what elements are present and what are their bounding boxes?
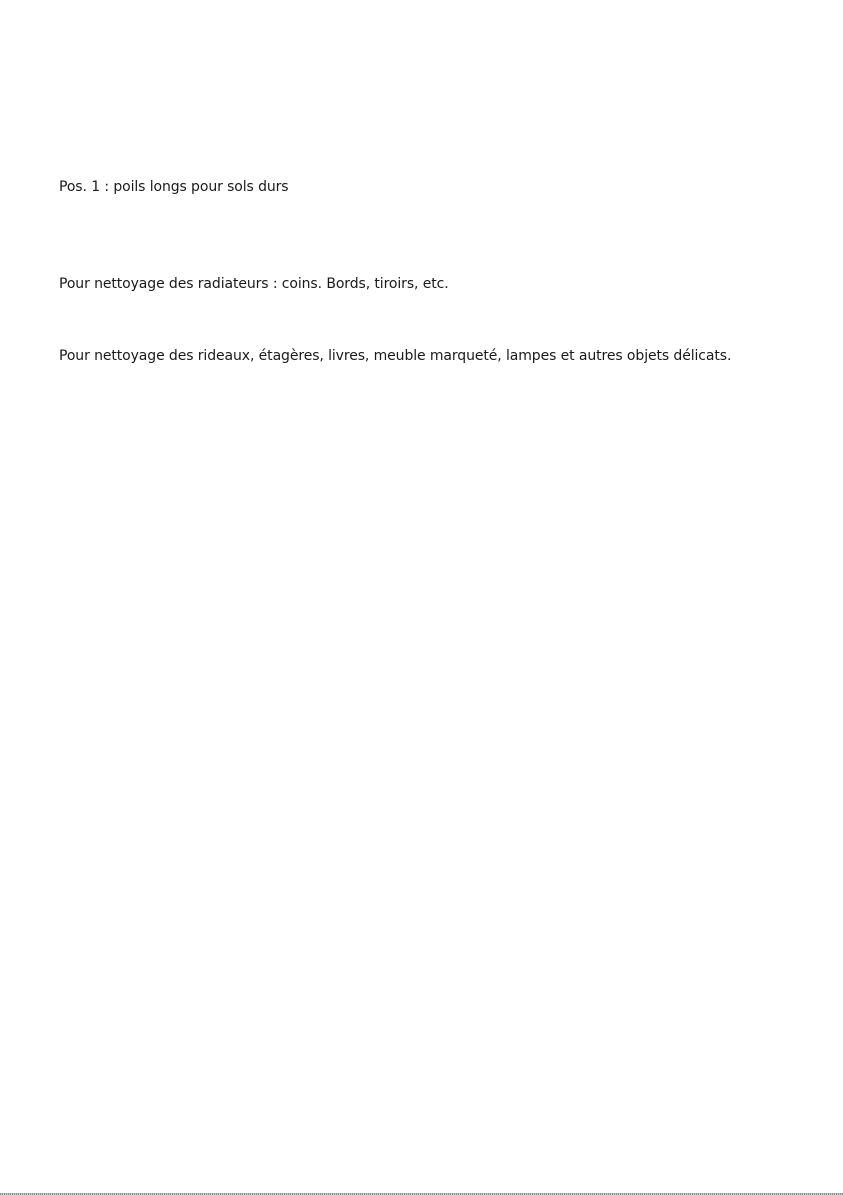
- text-line-curtains: Pour nettoyage des rideaux, étagères, livres, meuble marqueté, lampes et autres objets délicats.: [59, 348, 732, 364]
- text-line-radiators: Pour nettoyage des radiateurs : coins. Bords, tiroirs, etc.: [59, 276, 449, 292]
- text-line-pos-1: Pos. 1 : poils longs pour sols durs: [59, 179, 289, 195]
